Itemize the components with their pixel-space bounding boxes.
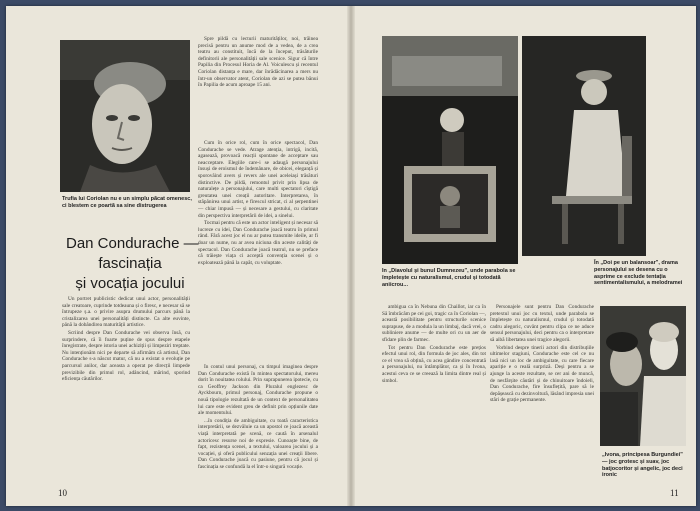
paragraph: Vorbind despre tinerii actori din distribuțiile ultimelor stagiuni, Condurache este cel ce nu lasă nici un loc de ambiguitate, cu care fiecare apariție e o reală surpriză. Deși pentru a se ajunge la aceste rezultate, se cer ani de muncă, de nesfârșite căutări și de chinuitoare îndoieli, Dan Condurache, fire însuflețită, pare să le depășească cu dezinvoltură, lăsând impresia unei stări de grație permanente. [490, 344, 594, 404]
diavolul-photo [382, 36, 518, 264]
paragraph: Tot pentru Dan Condurache este prețios efectul unui rol, din formula de joc ales, din tot ce el vrea să obțină, cu acea gândire concentrată a personajului, nu întâmplător, ca și în Ivona, acestui ceva ce se creează la limita dintre real și simbol. [382, 344, 486, 384]
caption-ivona: „Ivona, principesa Burgundiei" — joc grotesc și suav, joc batjocoritor și angelic, joc deci ironic [602, 452, 683, 479]
column-mid-bottom [198, 364, 318, 486]
column-right-b [490, 304, 594, 494]
ivona-scene-image [600, 306, 686, 446]
left-page [6, 6, 350, 506]
article-title-line-1: Dan Condurache — [66, 235, 199, 252]
column-right-a [382, 304, 486, 494]
article-title-line-2: fascinația [98, 255, 162, 272]
caption-balansoar: În „Doi pe un balansoar", drama personajului se desena cu o asprime ce exclude tentația sentimentalismului, a melodramei [594, 260, 683, 287]
stage-scene-image [382, 36, 518, 264]
column-mid-top [198, 36, 318, 136]
page-number-left: 10 [58, 488, 67, 498]
paragraph: Tocmai pentru că este un actor inteligent și necesar să lucreze cu idei, Dan Condurache joacă teatru în primul rând. Fără acest joc el nu ar putea transmite ideile, ar fi doar un nume, nu ar avea niciuna din aceste calități de spectacol. Dan Condurache joacă teatrul, nu se preface că trăiește viața ci acceptă convenția scenei și o exploatează până la capăt, cu voluptate. [198, 220, 318, 266]
right-page [352, 6, 696, 506]
stage-scene-image-2 [522, 36, 646, 256]
balansoar-photo [522, 36, 646, 256]
paragraph: Personajele sunt pentru Dan Condurache pretextul unui joc cu textul, unde parabola se împletește cu naturalismul, crudul și totodată cadru alegoric, cuvânt pentru clipa ce ne aduce sensul personajului, deci pentru ca o interpretare să aibă libertatea unei tragice alegorii. [490, 304, 594, 343]
page-number-right: 11 [670, 488, 679, 498]
coriolan-photo [60, 40, 190, 192]
paragraph: ...în condiția de ambiguitate, cu toată caracteristica interpretării, se dezvăluie ca un apostol ce joacă această viață interpretată pe scenă, ce caută în arsenalul actoricesc resurse noi de expresie. Cunoaște bine, de fapt, rezistența scenei, a textului, valoarea jocului și a vocației, și oferă publicului senzația unei creații libere. Dan Condurache joacă cu pasiune, pentru că jocul și fascinația se confundă la el într-o singură vocație. [198, 417, 318, 470]
intro-paragraph-2: Scriind despre Dan Condurache vei observa însă, cu surprindere, că îi foarte puține de spus despre etapele înregistrate, despre istoria unei achiziții și limpeziri treptate. Nu intenționăm nici pe departe să afirmăm că artistul, Dan Condurache s-a născut matur, că nu a existat o evoluție pe parcursul anilor, dar aceasta a operat pe direcții limpede previzibile din primul rol, adâncind, mărind, sporind eficiența căutărilor. [62, 329, 190, 383]
caption-diavolul: In „Diavolul și bunul Dumnezeu", unde parabola se împletește cu naturalismul, crudul și totodată aniicrou... [382, 268, 516, 288]
intro-column [62, 296, 190, 486]
column-mid-mid [198, 140, 318, 360]
article-title-line-3: și vocația jocului [75, 275, 185, 292]
intro-paragraph: Un portret publicistic dedicat unui actor, personalității sale creatoare, cuprinde totdeauna și o firesc, e necesar să se întrupeze ș.a. o privire asupra drumului parcurs până la cristalizarea unei personalități distincte. Ca alte euvinte, până la dobândirea maturității artistice. [62, 296, 190, 329]
ivona-photo [600, 306, 686, 446]
paragraph: ambigua ca în Nebuna din Chaillot, iar ca în Să îmbrăcăm pe cei goi, tragic ca în Coriolan —, această posibilitate pentru structurile scenice suprapuse, de a modula la un limbaj, dacă vrei, o subliniere anume — de multe ori cu un aer de sfidare plin de farmec. [382, 304, 486, 343]
paragraph: Cum în orice rol, cum în orice spectacol, Dan Condurache se vede. Atrage atenția, intrigă, incită, agasează, provoacă reacții spontane de acceptare sau neacceptare. Elegiile care-i se adaugă personajului însuși de eroismul de îndemânare, de obicei, eleganță și sporovăind avers și revers ale unei aceleiași trăsături distinctive. De pildă, remontul privit prin lipsa de naturalețe a personajului, care multi spectatori cîștigă greutatea unei creații autoritare. Interpretarea, în stăpânirea unui artist, e firescul stricat, ci al șerpentinei — chiar impusă — și necesare a gestului, cu claritate din perspectiva interpretării de idei, a sinelui. [198, 140, 318, 219]
article-title [66, 234, 199, 294]
actor-portrait-image [60, 40, 190, 192]
magazine-spread [6, 6, 696, 506]
paragraph: În contul unui personaj, cu timpul imaginea despre Dan Condurache există în mintea spectatorului, mereu dorit în nouitatea rolului. Prin suprapunerea ipotecie, cu ca Geoffrey Jackson din Pluralul englezesc de Ayckbourn, primul personaj, Condurache propune o nouă tipologie rezultată de un context de personalitatea lui care este evident greu de definit prin opțiunile date ale momentului. [198, 364, 318, 417]
photo-caption: Trufia lui Coriolan nu e un simplu păcat omenesc, ci blestem ce poartă sa sine distrugerea [62, 196, 192, 209]
paragraph: Spre pildă cu lecturii maturităților, noi, trăinea precisă pentru un anume mod de a vedea, de a crea teatru au constituit, încă de la început, trăsăturile definitorii ale personalității sale scenice. Sigur că între Papilia din Procesul Horia de Al. Voiculescu și recentul Coriolan distanța e mare, dar înrădăcinarea a mers nu într-un observator atent, Coriolan de azi se putea bănui în Papilia de acum aproape 15 ani. [198, 36, 318, 89]
